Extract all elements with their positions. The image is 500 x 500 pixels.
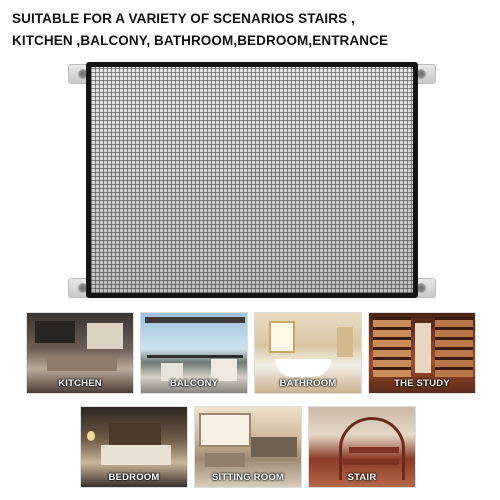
room-tile-sitting-room <box>194 406 302 488</box>
headline-line-2: KITCHEN ,BALCONY, BATHROOM,BEDROOM,ENTRANCE <box>12 33 389 48</box>
label-balcony: BALCONY <box>169 378 219 389</box>
mesh-panel <box>86 62 418 298</box>
label-bedroom: BEDROOM <box>108 472 160 483</box>
headline-line-1: SUITABLE FOR A VARIETY OF SCENARIOS STAIRS , <box>12 11 355 26</box>
room-tile-kitchen <box>26 312 134 394</box>
room-tile-stair <box>308 406 416 488</box>
room-tile-bedroom <box>80 406 188 488</box>
headline <box>12 8 492 52</box>
label-sitting-room: SITTING ROOM <box>211 472 285 483</box>
room-tile-study <box>368 312 476 394</box>
label-bathroom: BATHROOM <box>279 378 337 389</box>
label-study: THE STUDY <box>394 378 450 389</box>
room-tile-bathroom <box>254 312 362 394</box>
label-kitchen: KITCHEN <box>58 378 102 389</box>
mesh-gate-image <box>68 58 436 302</box>
room-tile-balcony <box>140 312 248 394</box>
label-stair: STAIR <box>347 472 377 483</box>
